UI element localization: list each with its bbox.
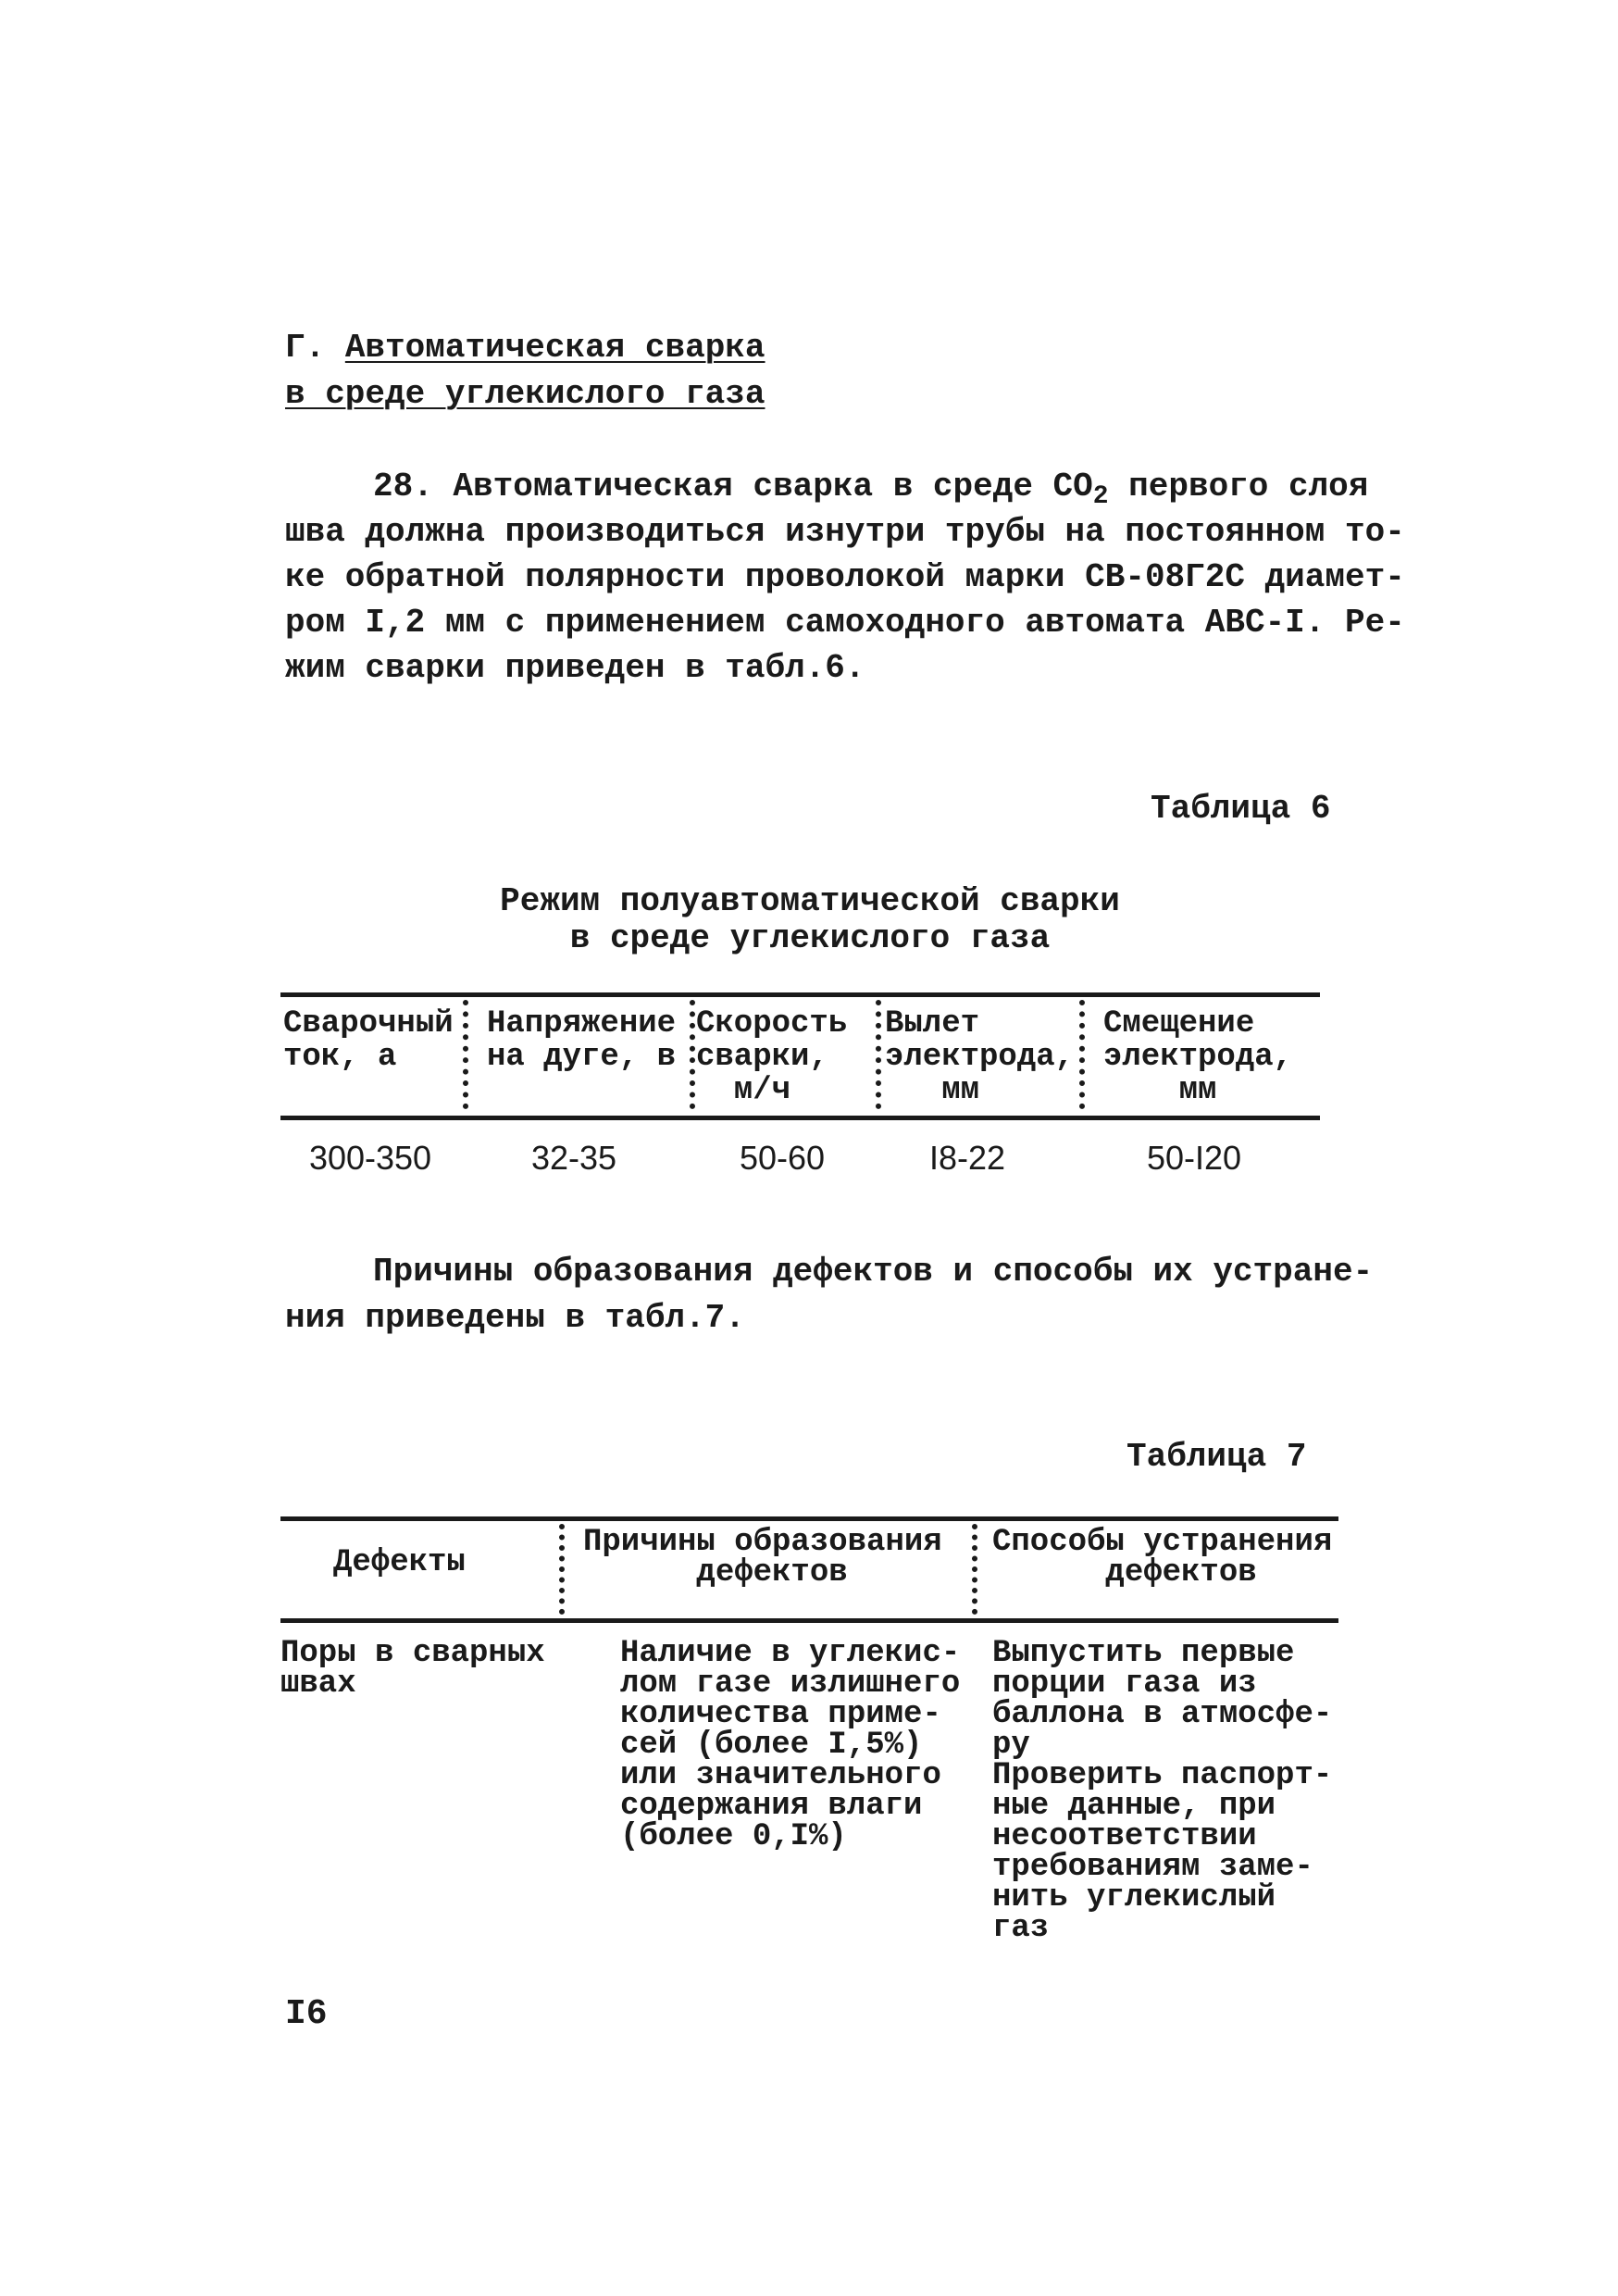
table6-header-stickout: Вылет электрода, мм: [885, 1006, 1075, 1108]
table6-header-current: Сварочный ток, а: [283, 1006, 454, 1075]
table6-header-rule: [280, 1116, 1320, 1120]
table7-top-rule: [280, 1516, 1338, 1521]
section-title-line2: в среде углекислого газа: [285, 375, 765, 413]
section-title-line1: Автоматическая сварка: [344, 329, 765, 367]
table6-header-speed: Скорость сварки, м/ч: [696, 1006, 848, 1108]
table6-top-rule: [280, 992, 1320, 997]
table6-title-line2: в среде углекислого газа: [569, 919, 1051, 957]
paragraph-28-line-3: ке обратной полярности проволокой марки СВ-08Г2С диамет-: [285, 558, 1405, 596]
paragraph-28-line-5: жим сварки приведен в табл.6.: [285, 649, 865, 687]
table6-separator-2: [690, 1000, 695, 1109]
table6-value-stickout: I8-22: [928, 1139, 1006, 1177]
section-label: Г.: [285, 329, 326, 367]
table6-title-line1: Режим полуавтоматической сварки: [500, 882, 1120, 920]
table7-cell-defect: Поры в сварных швах: [280, 1636, 545, 1702]
paragraph-28-line-2: шва должна производиться изнутри трубы на постоянном то-: [285, 513, 1405, 551]
table6-value-speed: 50-60: [739, 1139, 826, 1177]
paragraph-28-line-4: ром I,2 мм с применением самоходного автомата АВС-I. Ре-: [285, 604, 1405, 642]
table7-separator-1: [559, 1524, 565, 1615]
table6-separator-3: [876, 1000, 881, 1109]
table6-separator-4: [1079, 1000, 1085, 1109]
table7-header-defects: Дефекты: [333, 1545, 466, 1580]
table6-value-offset: 50-I20: [1146, 1139, 1242, 1177]
page-number: I6: [285, 1994, 328, 2034]
table7-header-remedies: Способы устранения дефектов: [992, 1525, 1333, 1591]
defects-paragraph-line-1: Причины образования дефектов и способы их устране-: [373, 1253, 1374, 1291]
table7-header-causes: Причины образования дефектов: [583, 1525, 942, 1591]
table7-cell-remedy: Выпустить первые порции газа из баллона в атмосфе- ру Проверить паспорт- ные данные, при несоответствии требованиям заме- нить углекислый газ: [992, 1636, 1333, 1946]
defects-paragraph-line-2: ния приведены в табл.7.: [285, 1299, 745, 1337]
table6-header-offset: Смещение электрода, мм: [1103, 1006, 1293, 1108]
table6-value-current: 300-350: [308, 1139, 432, 1177]
table7-separator-2: [972, 1524, 977, 1615]
table7-label: Таблица 7: [1126, 1438, 1307, 1476]
table6-label: Таблица 6: [1151, 790, 1331, 828]
table6-header-voltage: Напряжение на дуге, в: [487, 1006, 677, 1075]
table6-separator-1: [463, 1000, 468, 1109]
table7-cell-cause: Наличие в углекис- лом газе излишнего количества приме- сей (более I,5%) или значительного содержания влаги (более 0,I%): [620, 1636, 961, 1854]
paragraph-28-line-1: 28. Автоматическая сварка в среде $CO_2$ первого слоя: [373, 468, 1369, 512]
table7-header-rule: [280, 1618, 1338, 1623]
section-heading: [285, 326, 765, 369]
table6-value-voltage: 32-35: [530, 1139, 617, 1177]
